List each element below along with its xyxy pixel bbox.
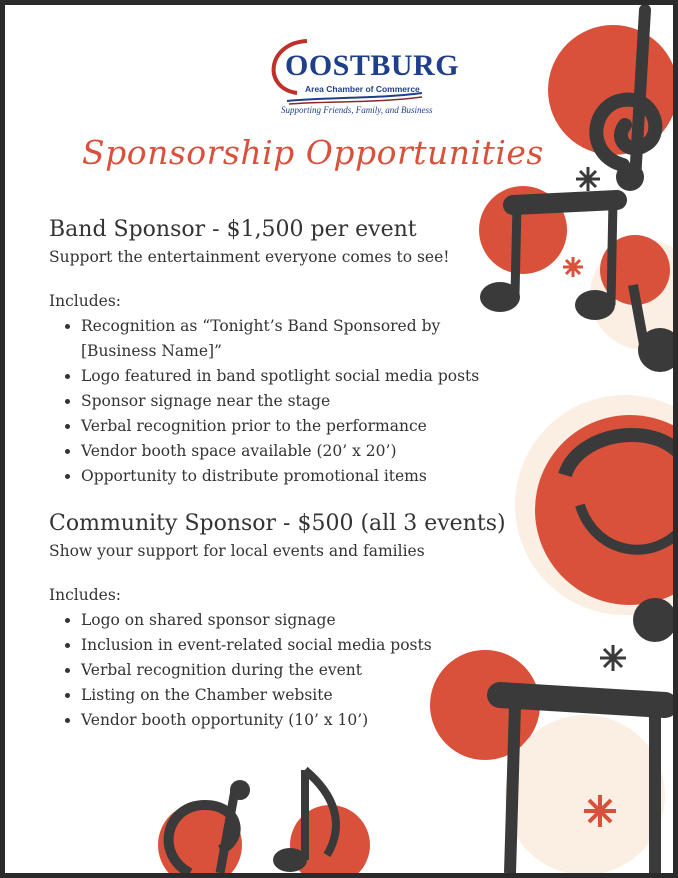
list-item: • Opportunity to distribute promotional items <box>81 464 509 489</box>
community-sponsor-heading: Community Sponsor - $500 (all 3 events) <box>49 511 506 536</box>
red-star-icon <box>563 257 583 277</box>
note-beam <box>513 200 617 205</box>
logo-subtitle: Area Chamber of Commerce <box>305 84 420 94</box>
logo-tagline: Supporting Friends, Family, and Business <box>281 105 433 115</box>
list-item: • Vendor booth opportunity (10’ x 10’) <box>81 708 509 733</box>
community-sponsor-description: Show your support for local events and families <box>49 542 425 560</box>
chamber-logo <box>267 33 460 125</box>
band-includes-label: Includes: <box>49 292 121 310</box>
flyer-page <box>5 5 673 873</box>
community-benefits-list <box>49 608 509 733</box>
list-item: • Listing on the Chamber website <box>81 683 509 708</box>
band-sponsor-section <box>49 217 509 489</box>
list-item: • Logo featured in band spotlight social media posts <box>81 364 509 389</box>
star-icon-mid <box>600 645 626 671</box>
community-includes-label: Includes: <box>49 586 121 604</box>
star-icon-top <box>576 167 600 191</box>
list-item: • Verbal recognition during the event <box>81 658 509 683</box>
list-item: • Verbal recognition prior to the performance <box>81 414 509 439</box>
band-sponsor-heading: Band Sponsor - $1,500 per event <box>49 217 417 242</box>
big-note-beam <box>500 695 665 705</box>
list-item: • Recognition as “Tonight’s Band Sponsored by [Business Name]” <box>81 314 509 364</box>
list-item: • Logo on shared sponsor signage <box>81 608 509 633</box>
list-item: • Inclusion in event-related social media posts <box>81 633 509 658</box>
list-item: • Sponsor signage near the stage <box>81 389 509 414</box>
band-sponsor-description: Support the entertainment everyone comes to see! <box>49 248 450 266</box>
list-item: • Vendor booth space available (20’ x 20’) <box>81 439 509 464</box>
logo-name: OOSTBURG <box>285 49 460 82</box>
community-sponsor-section <box>49 511 509 733</box>
page-title: Sponsorship Opportunities <box>82 133 544 172</box>
band-benefits-list <box>49 314 509 489</box>
sponsorship-content <box>49 217 509 755</box>
